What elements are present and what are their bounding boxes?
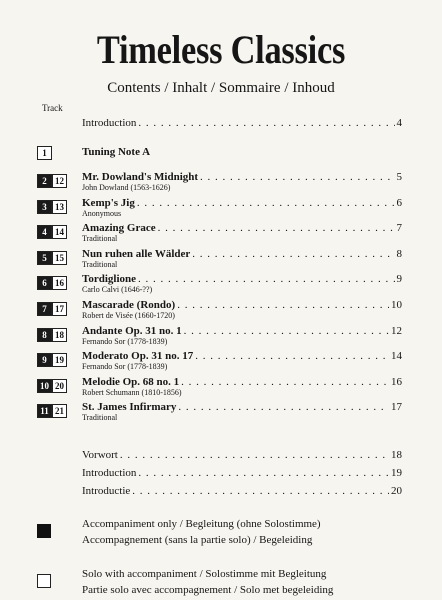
- accompaniment-track-box: 5: [37, 251, 52, 265]
- track-number-boxes: [37, 174, 67, 188]
- tuning-entry: [82, 146, 402, 158]
- track-column-label: Track: [42, 103, 63, 113]
- back-section-entry: [82, 449, 402, 461]
- accompaniment-track-box: 3: [37, 200, 52, 214]
- track-number-boxes: [37, 302, 67, 316]
- composer: Traditional: [82, 234, 118, 244]
- entry-title: Introduction: [82, 467, 137, 479]
- entry-title: Introductie: [82, 485, 131, 497]
- composer: Traditional: [82, 413, 118, 423]
- solo-track-box: 17: [52, 302, 67, 316]
- dot-leader: [138, 273, 395, 285]
- composer: Fernando Sor (1778-1839): [82, 362, 168, 372]
- solo-track-box: 15: [52, 251, 67, 265]
- entry-page: 10: [391, 299, 402, 311]
- contents-subtitle: Contents / Inhalt / Sommaire / Inhoud: [107, 80, 335, 96]
- track-entry: [82, 248, 402, 269]
- track-entry: [82, 273, 402, 294]
- filled-square-icon: [37, 524, 51, 538]
- entry-title: Vorwort: [82, 449, 118, 461]
- track-number-boxes: [37, 404, 67, 418]
- entry-page: 16: [391, 375, 402, 388]
- dot-leader: [192, 248, 394, 260]
- solo-track-box: 19: [52, 353, 67, 367]
- entry-page: 18: [391, 449, 402, 461]
- tuning-track-box: [37, 146, 52, 160]
- composer: John Dowland (1563-1626): [82, 183, 171, 192]
- track-entry: [82, 350, 402, 371]
- dot-leader: [120, 449, 389, 461]
- track-entry: [82, 299, 402, 320]
- accompaniment-track-box: 11: [37, 404, 52, 418]
- accompaniment-track-box: 2: [37, 174, 52, 188]
- back-section-entry: [82, 485, 402, 497]
- dot-leader: [178, 401, 389, 413]
- entry-page: 20: [391, 485, 402, 497]
- solo-track-box: 20: [52, 379, 67, 393]
- track-entry: [82, 171, 402, 192]
- piece-title: St. James Infirmary: [82, 401, 177, 414]
- legend-line: Solo with accompaniment / Solostimme mit Begleitung: [82, 568, 327, 580]
- accompaniment-track-box: 9: [37, 353, 52, 367]
- dot-leader: [177, 299, 389, 311]
- track-number-boxes: [37, 353, 67, 367]
- track-number-boxes: [37, 225, 67, 239]
- legend-line: Accompaniment only / Begleitung (ohne Solostimme): [82, 518, 321, 530]
- dot-leader: [138, 467, 389, 479]
- composer: Anonymous: [82, 208, 122, 218]
- dot-leader: [200, 171, 394, 183]
- composer: Carlo Calvi (1646-??): [82, 285, 153, 295]
- dot-leader: [195, 350, 389, 362]
- solo-track-box: 16: [52, 276, 67, 290]
- entry-page: 17: [391, 401, 402, 414]
- back-section-entry: [82, 467, 402, 479]
- legend-solo: [82, 566, 333, 598]
- piece-title: Amazing Grace: [82, 222, 156, 235]
- entry-page: 9: [396, 273, 402, 286]
- track-entry: [82, 222, 402, 243]
- solo-track-box: 18: [52, 328, 67, 342]
- track-entry: [82, 325, 402, 346]
- piece-title: Moderato Op. 31 no. 17: [82, 350, 194, 363]
- solo-track-box: 12: [52, 174, 67, 188]
- composer: Fernando Sor (1778-1839): [82, 336, 168, 346]
- entry-page: 14: [391, 350, 402, 363]
- composer: Robert Schumann (1810-1856): [82, 387, 182, 397]
- accompaniment-track-box: 6: [37, 276, 52, 290]
- track-number-box: 1: [37, 146, 52, 160]
- entry-page: 5: [396, 171, 402, 183]
- entry-title: Tuning Note A: [82, 146, 151, 158]
- entry-page: 12: [391, 324, 402, 337]
- composer: Robert de Visée (1660-1720): [82, 311, 175, 320]
- intro-entry: [82, 117, 402, 129]
- dot-leader: [137, 197, 395, 209]
- piece-title: Kemp's Jig: [82, 196, 135, 209]
- track-number-boxes: [37, 276, 67, 290]
- accompaniment-track-box: 7: [37, 302, 52, 316]
- dot-leader: [184, 325, 389, 337]
- track-entry: [82, 197, 402, 218]
- solo-track-box: 21: [52, 404, 67, 418]
- solo-track-box: 14: [52, 225, 67, 239]
- piece-title: Melodie Op. 68 no. 1: [82, 375, 180, 388]
- legend-accompaniment: [82, 516, 321, 548]
- track-number-boxes: [37, 251, 67, 265]
- piece-title: Tordiglione: [82, 273, 136, 286]
- piece-title: Nun ruhen alle Wälder: [82, 247, 191, 260]
- entry-title: Introduction: [82, 117, 137, 129]
- entry-page: 7: [396, 222, 402, 235]
- entry-page: 19: [391, 467, 402, 479]
- entry-page: 8: [396, 247, 402, 260]
- composer: Traditional: [82, 259, 118, 269]
- piece-title: Mascarade (Rondo): [82, 299, 176, 311]
- track-entry: [82, 401, 402, 422]
- accompaniment-track-box: 4: [37, 225, 52, 239]
- track-number-boxes: [37, 328, 67, 342]
- legend-line: Partie solo avec accompagnement / Solo met begeleiding: [82, 584, 334, 596]
- page-title: Timeless Classics: [96, 27, 346, 72]
- piece-title: Andante Op. 31 no. 1: [82, 324, 182, 337]
- track-entry: [82, 376, 402, 397]
- accompaniment-track-box: 8: [37, 328, 52, 342]
- legend-line: Accompagnement (sans la partie solo) / Begeleiding: [82, 534, 313, 546]
- dot-leader: [132, 485, 389, 497]
- empty-square-icon: [37, 574, 51, 588]
- track-number-boxes: [37, 200, 67, 214]
- accompaniment-track-box: 10: [37, 379, 52, 393]
- entry-page: 6: [396, 196, 402, 209]
- entry-page: 4: [396, 117, 402, 129]
- dot-leader: [158, 222, 395, 234]
- solo-track-box: 13: [52, 200, 67, 214]
- dot-leader: [181, 376, 389, 388]
- track-number-boxes: [37, 379, 67, 393]
- dot-leader: [138, 117, 394, 129]
- piece-title: Mr. Dowland's Midnight: [82, 171, 199, 183]
